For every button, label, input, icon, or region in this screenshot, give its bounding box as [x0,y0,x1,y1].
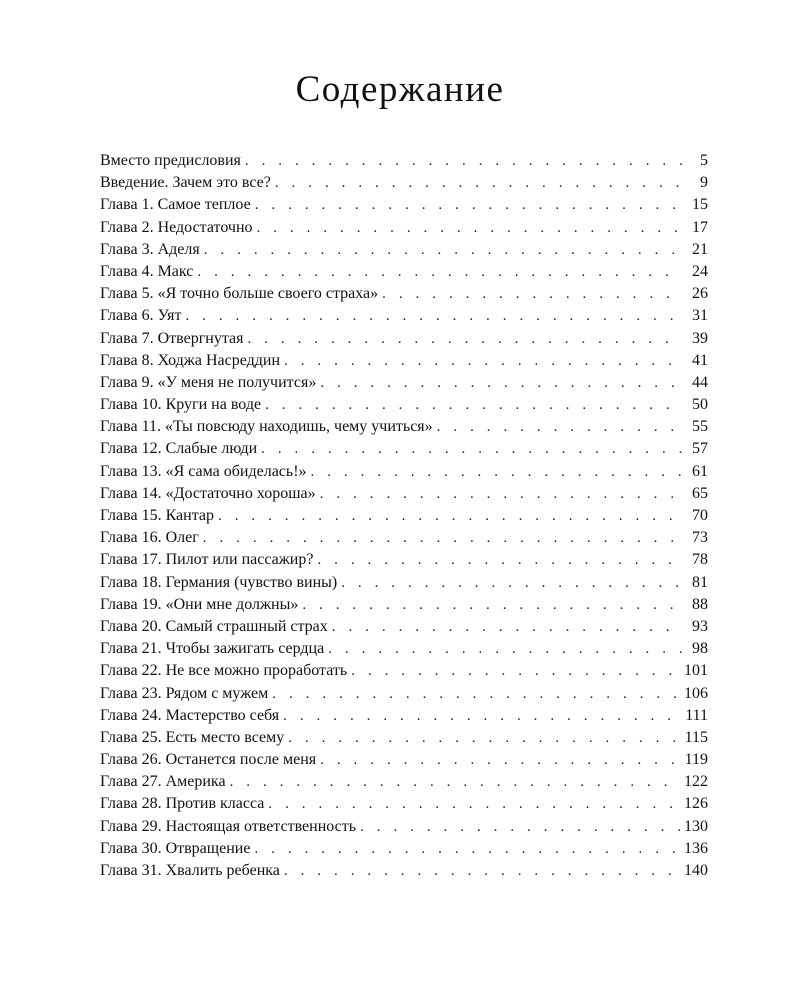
toc-entry-title: Глава 27. Америка [100,771,230,793]
toc-entry-page-number: 50 [692,396,708,414]
toc-dot-leader [254,838,680,860]
toc-entry-page-number: 130 [684,817,708,835]
toc-entry-title: Глава 31. Хвалить ребенка [100,860,284,882]
toc-dot-leader [268,793,680,815]
toc-entry [100,172,708,194]
toc-entry-page-number: 17 [692,218,708,236]
toc-dot-leader [320,372,682,394]
toc-entry [100,771,708,793]
toc-entry-title: Глава 24. Мастерство себя [100,705,283,727]
toc-entry [100,217,708,239]
toc-entry [100,283,708,305]
toc-entry-page-number: 111 [685,706,708,724]
toc-entry [100,660,708,682]
toc-entry-title: Глава 26. Останется после меня [100,749,320,771]
toc-entry [100,461,708,483]
toc-dot-leader [245,150,682,172]
toc-entry-page-number: 106 [684,684,708,702]
toc-dot-leader [230,771,680,793]
toc-entry-title: Глава 28. Против класса [100,793,268,815]
toc-dot-leader [218,505,682,527]
toc-entry-page-number: 119 [684,751,708,769]
toc-entry [100,705,708,727]
toc-entry [100,727,708,749]
toc-dot-leader [265,394,682,416]
toc-entry-page-number: 81 [692,573,708,591]
toc-entry-page-number: 115 [684,728,708,746]
toc-entry [100,505,708,527]
toc-entry-page-number: 5 [700,152,708,169]
toc-entry-page-number: 26 [692,285,708,303]
toc-entry [100,816,708,838]
toc-entry [100,261,708,283]
toc-entry-page-number: 126 [684,795,708,813]
toc-entry-title: Глава 10. Круги на воде [100,394,265,416]
toc-entry-page-number: 78 [692,551,708,569]
toc-entry-title: Глава 9. «У меня не получится» [100,372,320,394]
toc-entry [100,616,708,638]
toc-entry-page-number: 21 [692,240,708,258]
toc-dot-leader [247,328,682,350]
toc-dot-leader [283,705,681,727]
toc-entry-title: Глава 7. Отвергнутая [100,328,247,350]
toc-entry [100,572,708,594]
toc-entry-page-number: 31 [692,307,708,325]
toc-dot-leader [382,283,682,305]
toc-entry [100,749,708,771]
toc-entry-page-number: 73 [692,529,708,547]
toc-entry-page-number: 57 [692,440,708,458]
toc-dot-leader [351,660,680,682]
toc-entry [100,305,708,327]
toc-entry-title: Глава 13. «Я сама обиделась!» [100,461,311,483]
toc-dot-leader [328,638,682,660]
toc-entry [100,350,708,372]
toc-dot-leader [197,261,682,283]
toc-dot-leader [204,239,682,261]
toc-entry-title: Глава 16. Олег [100,527,203,549]
toc-entry [100,838,708,860]
toc-dot-leader [261,438,682,460]
toc-entry-title: Глава 12. Слабые люди [100,438,261,460]
toc-dot-leader [203,527,682,549]
toc-dot-leader [437,416,682,438]
toc-entry-title: Глава 4. Макс [100,261,197,283]
toc-dot-leader [272,683,680,705]
toc-entry-title: Глава 11. «Ты повсюду находишь, чему учиться» [100,416,437,438]
toc-entry [100,372,708,394]
toc-entry-page-number: 101 [684,662,708,680]
toc-dot-leader [360,816,680,838]
toc-entry [100,483,708,505]
toc-entry-title: Глава 8. Ходжа Насреддин [100,350,284,372]
toc-dot-leader [288,727,680,749]
toc-entry-page-number: 140 [684,862,708,879]
toc-dot-leader [341,572,682,594]
toc-entry-title: Глава 6. Уят [100,305,185,327]
toc-entry-title: Глава 30. Отвращение [100,838,254,860]
toc-entry-title: Глава 14. «Достаточно хороша» [100,483,320,505]
toc-entry [100,527,708,549]
toc-entry-page-number: 55 [692,418,708,436]
toc-entry [100,416,708,438]
toc-entry [100,860,708,882]
toc-entry [100,549,708,571]
toc-entry-title: Глава 3. Аделя [100,239,204,261]
toc-entry-page-number: 70 [692,507,708,524]
toc-entry-page-number: 122 [684,773,708,791]
toc-dot-leader [257,217,682,239]
toc-entry [100,594,708,616]
toc-entry-page-number: 61 [692,462,708,480]
toc-entry [100,239,708,261]
toc-entry-title: Глава 15. Кантар [100,505,218,527]
toc-dot-leader [302,594,682,616]
toc-entry-page-number: 88 [692,595,708,613]
toc-entry-title: Вместо предисловия [100,150,245,172]
toc-entry [100,438,708,460]
toc-dot-leader [284,860,680,882]
toc-entry [100,638,708,660]
toc-entry-page-number: 9 [700,174,708,192]
toc-entry-page-number: 15 [692,196,708,214]
toc-entry [100,194,708,216]
toc-entry-title: Глава 19. «Они мне должны» [100,594,302,616]
toc-dot-leader [311,461,682,483]
toc-entry-page-number: 98 [692,640,708,658]
toc-dot-leader [185,305,682,327]
page-title: Содержание [295,69,505,110]
toc-entry-title: Глава 17. Пилот или пассажир? [100,549,317,571]
toc-entry-title: Глава 22. Не все можно проработать [100,660,351,682]
toc-entry-page-number: 44 [692,373,708,391]
toc-entry-page-number: 41 [692,351,708,369]
toc-entry-title: Глава 21. Чтобы зажигать сердца [100,638,328,660]
toc-entry [100,793,708,815]
toc-entry-page-number: 24 [692,262,708,280]
toc-dot-leader [332,616,682,638]
toc-entry [100,328,708,350]
toc-entry [100,150,708,172]
toc-dot-leader [284,350,682,372]
toc-entry [100,394,708,416]
toc-entry-title: Глава 29. Настоящая ответственность [100,816,360,838]
toc-entry-title: Глава 25. Есть место всему [100,727,288,749]
toc-entry-title: Введение. Зачем это все? [100,172,275,194]
toc-entry-page-number: 93 [692,617,708,635]
toc-entry-title: Глава 5. «Я точно больше своего страха» [100,283,382,305]
toc-entry-page-number: 65 [692,484,708,502]
toc-entry-title: Глава 2. Недостаточно [100,217,257,239]
table-of-contents [100,150,708,882]
toc-entry-title: Глава 18. Германия (чувство вины) [100,572,341,594]
toc-dot-leader [320,749,680,771]
toc-dot-leader [275,172,682,194]
toc-dot-leader [320,483,682,505]
toc-dot-leader [317,549,682,571]
toc-entry-page-number: 136 [684,839,708,857]
toc-entry-title: Глава 1. Самое теплое [100,194,255,216]
toc-entry-title: Глава 23. Рядом с мужем [100,683,272,705]
toc-dot-leader [255,194,682,216]
toc-entry [100,683,708,705]
toc-entry-page-number: 39 [692,329,708,347]
toc-entry-title: Глава 20. Самый страшный страх [100,616,332,638]
